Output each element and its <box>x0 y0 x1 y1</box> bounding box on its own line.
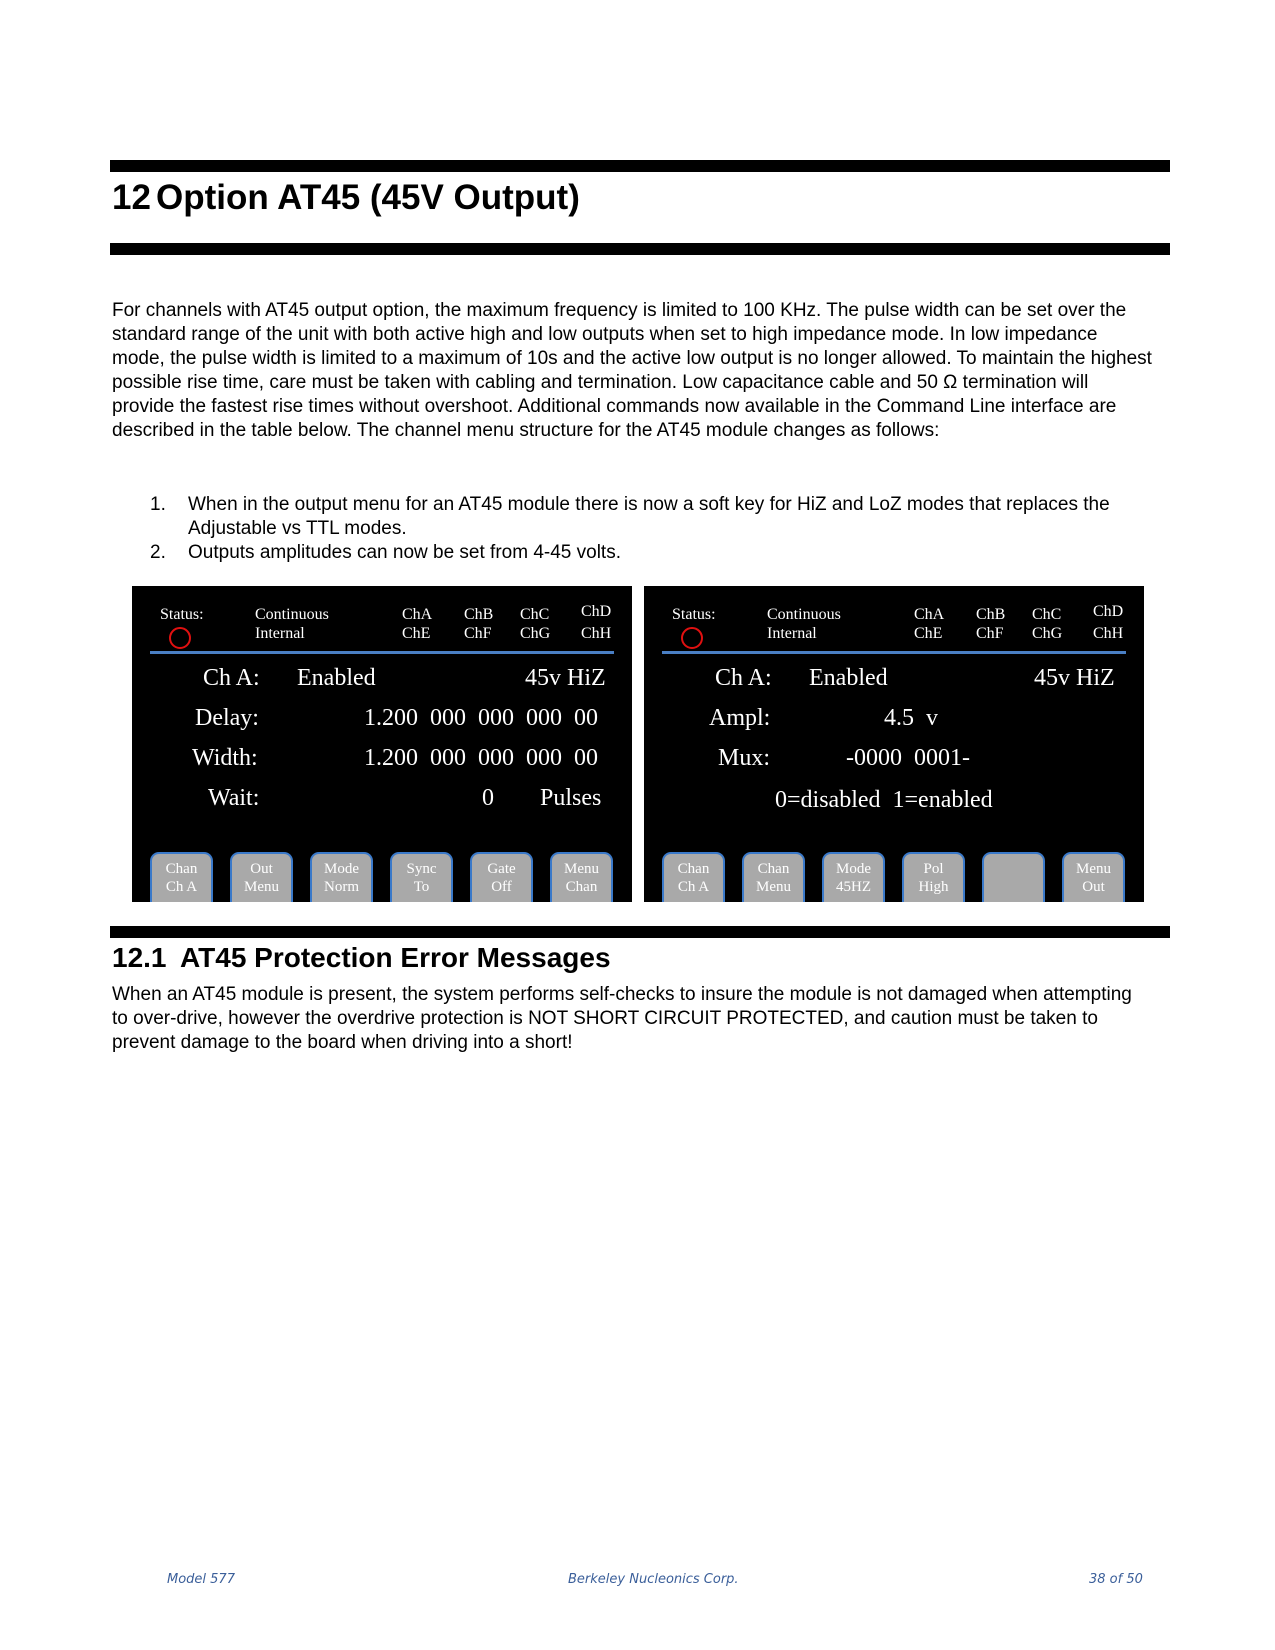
softkey-menu[interactable]: Menu Chan <box>550 852 613 902</box>
section-title: Option AT45 (45V Output) <box>156 178 580 217</box>
channel-label: ChE <box>914 625 943 642</box>
status-label: Status: <box>160 606 204 623</box>
change-list <box>150 493 1150 565</box>
row-label: Ampl: <box>709 705 771 731</box>
subsection-number: 12.1 <box>112 942 167 973</box>
section-number: 12 <box>112 178 151 217</box>
row-value: Enabled <box>809 665 888 691</box>
softkey-out[interactable]: Out Menu <box>230 852 293 902</box>
list-text: Outputs amplitudes can now be set from 4-45 volts. <box>188 542 621 563</box>
row-label: Ch A: <box>203 665 260 691</box>
subsection-rule <box>110 926 1170 938</box>
mux-legend: 0=disabled 1=enabled <box>775 787 993 813</box>
row-value: Enabled <box>297 665 376 691</box>
footer-model: Model 577 <box>167 1572 235 1587</box>
softkey-pol[interactable]: Pol High <box>902 852 965 902</box>
channel-label: ChD <box>1093 603 1124 620</box>
mode-continuous: Continuous <box>255 606 329 623</box>
channel-label: ChC <box>1032 606 1062 623</box>
status-indicator-icon <box>681 627 703 649</box>
row-value: 1.200 000 000 000 00 <box>364 745 598 771</box>
list-number: 2. <box>150 542 166 563</box>
softkey-gate[interactable]: Gate Off <box>470 852 533 902</box>
list-number: 1. <box>150 494 166 515</box>
channel-label: ChH <box>581 625 612 642</box>
section-heading <box>112 178 580 218</box>
row-label: Mux: <box>718 745 771 771</box>
top-rule <box>110 160 1170 172</box>
status-indicator-icon <box>169 627 191 649</box>
footer-company: Berkeley Nucleonics Corp. <box>568 1572 739 1587</box>
softkey-sync[interactable]: Sync To <box>390 852 453 902</box>
header-divider <box>150 651 614 654</box>
row-label: Width: <box>192 745 258 771</box>
softkey-mode[interactable]: Mode 45HZ <box>822 852 885 902</box>
channel-label: ChA <box>402 606 433 623</box>
list-item <box>150 493 1150 541</box>
header-divider <box>662 651 1126 654</box>
row-right: 45v HiZ <box>1034 665 1115 691</box>
channel-label: ChD <box>581 603 612 620</box>
mode-internal: Internal <box>767 625 817 642</box>
status-label: Status: <box>672 606 716 623</box>
softkey-blank[interactable] <box>982 852 1045 902</box>
channel-label: ChH <box>1093 625 1124 642</box>
footer-page-number: 38 of 50 <box>1089 1572 1143 1587</box>
channel-label: ChA <box>914 606 945 623</box>
channel-label: ChB <box>464 606 494 623</box>
intro-paragraph: For channels with AT45 output option, the maximum frequency is limited to 100 KHz. The pulse width can be set over the standard range of the unit with both active high and low outputs when set to high impedance mode. In low impedance mode, the pulse width is limited to a maximum of 10s and the active low output is no longer allowed. To maintain the highest possible rise time, care must be taken with cabling and termination. Low capacitance cable and 50 Ω termination will provide the fastest rise times without overshoot. Additional commands now available in the Command Line interface are described in the table below. The channel menu structure for the AT45 module changes as follows: <box>112 300 1152 441</box>
channel-label: ChG <box>520 625 551 642</box>
channel-label: ChF <box>976 625 1004 642</box>
row-value: 0 <box>482 785 494 811</box>
softkey-mode[interactable]: Mode Norm <box>310 852 373 902</box>
row-right: Pulses <box>540 785 602 811</box>
mode-continuous: Continuous <box>767 606 841 623</box>
softkey-chan[interactable]: Chan Ch A <box>150 852 213 902</box>
device-screen-left <box>132 586 632 902</box>
subsection-title: AT45 Protection Error Messages <box>180 942 611 973</box>
softkey-chan[interactable]: Chan Ch A <box>662 852 725 902</box>
device-screen-right <box>644 586 1144 902</box>
mode-internal: Internal <box>255 625 305 642</box>
row-label: Delay: <box>195 705 259 731</box>
channel-label: ChF <box>464 625 492 642</box>
row-label: Ch A: <box>715 665 772 691</box>
row-right: 45v HiZ <box>525 665 606 691</box>
row-label: Wait: <box>208 785 260 811</box>
row-value: 1.200 000 000 000 00 <box>364 705 598 731</box>
channel-label: ChC <box>520 606 550 623</box>
bottom-rule <box>110 243 1170 255</box>
row-value: -0000 0001- <box>846 745 970 771</box>
channel-label: ChE <box>402 625 431 642</box>
subsection-paragraph: When an AT45 module is present, the system performs self-checks to insure the module is not damaged when attempting to over-drive, however the overdrive protection is NOT SHORT CIRCUIT PROTECTED, and caution must be taken to prevent damage to the board when driving into a short! <box>112 984 1132 1053</box>
subsection-heading <box>112 942 611 974</box>
channel-label: ChB <box>976 606 1006 623</box>
row-value: 4.5 v <box>884 705 938 731</box>
softkey-menu[interactable]: Menu Out <box>1062 852 1125 902</box>
softkey-chan-menu[interactable]: Chan Menu <box>742 852 805 902</box>
list-item <box>150 541 1150 565</box>
list-text: When in the output menu for an AT45 module there is now a soft key for HiZ and LoZ modes that replaces the Adjustable vs TTL modes. <box>188 494 1110 539</box>
channel-label: ChG <box>1032 625 1063 642</box>
